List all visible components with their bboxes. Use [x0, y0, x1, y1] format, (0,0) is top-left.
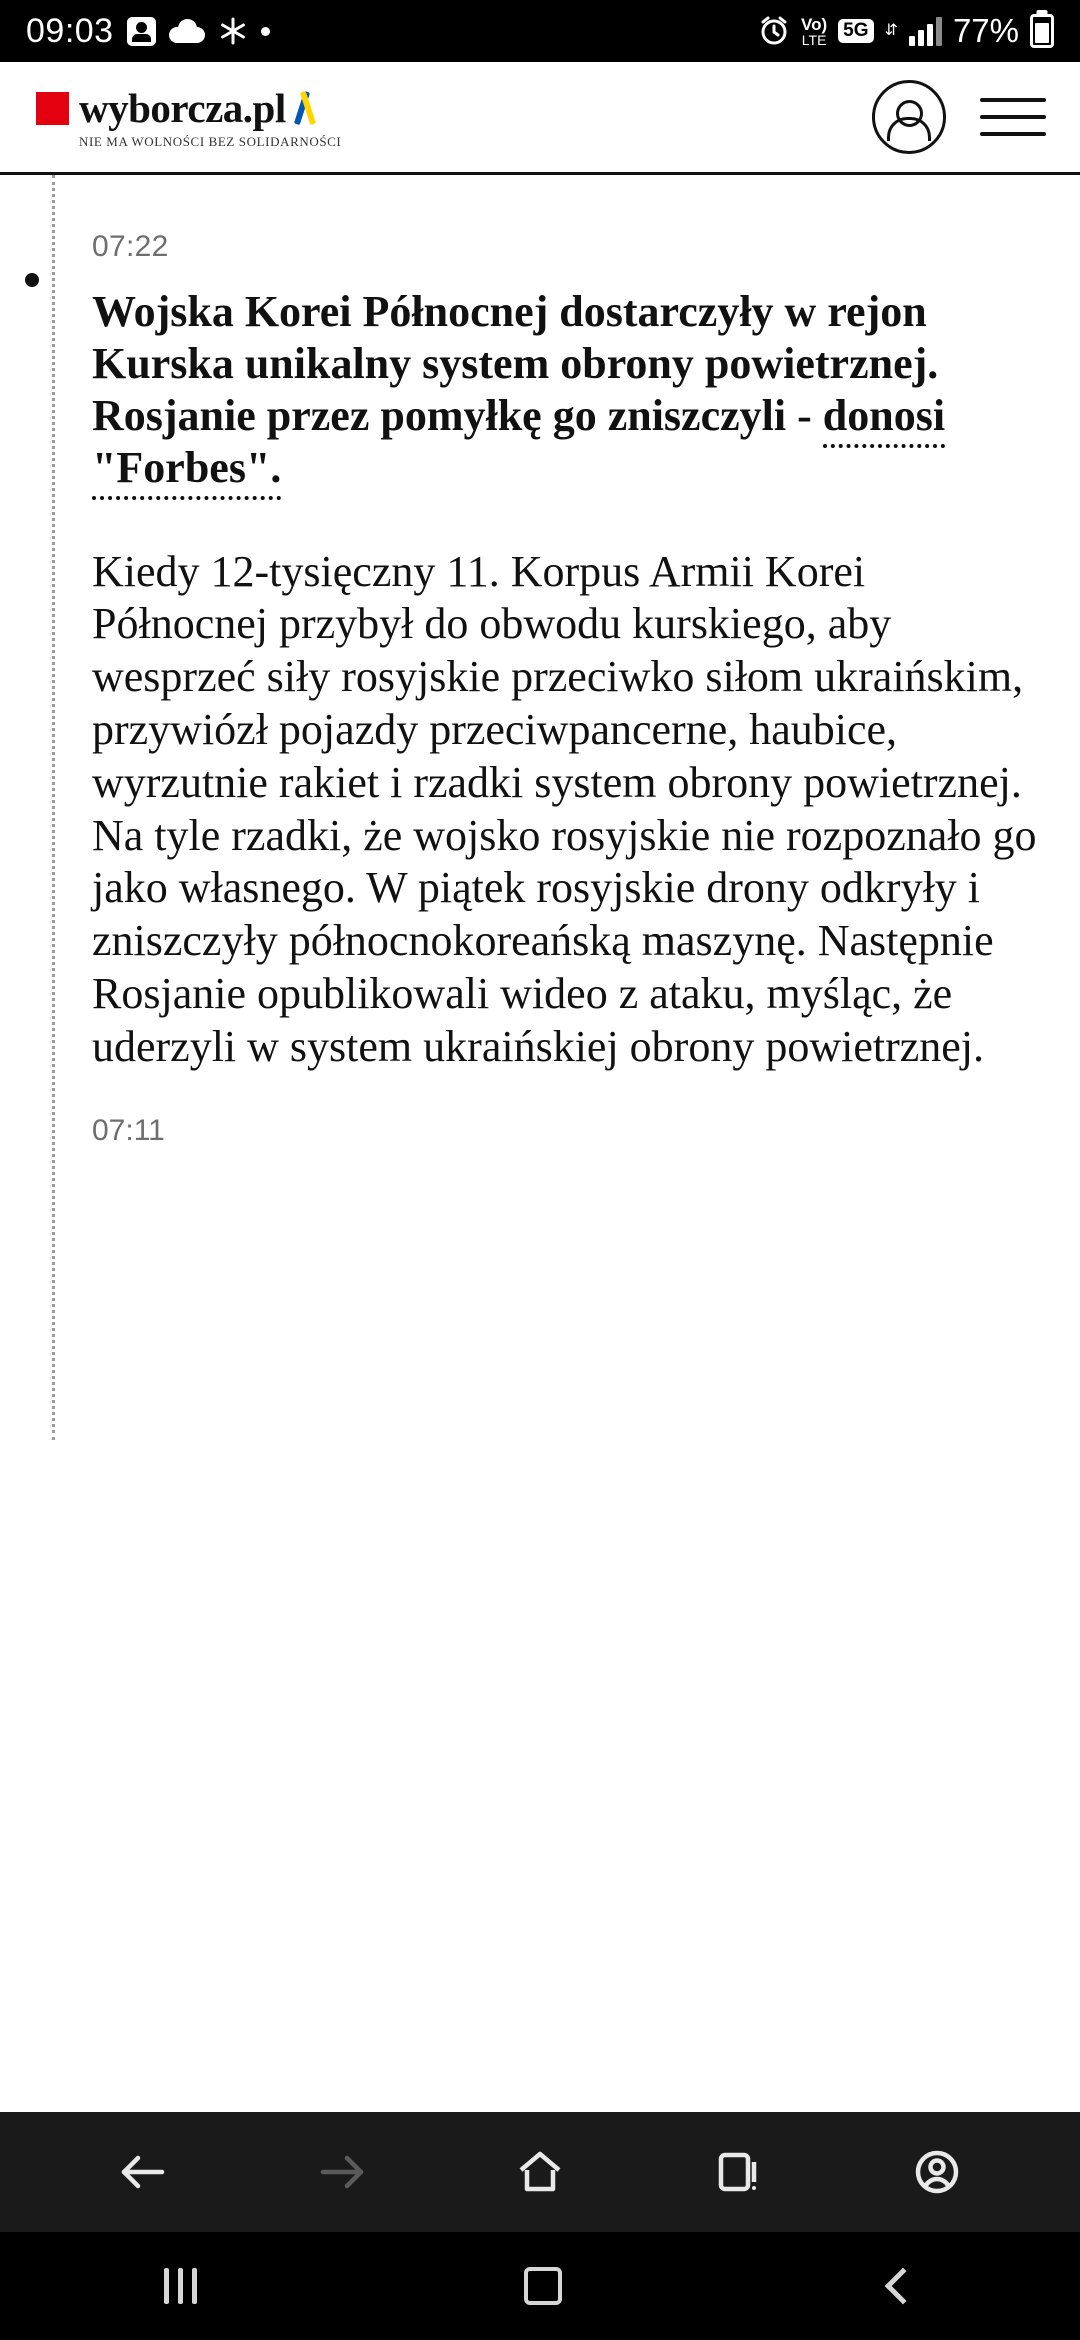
- header-actions: [872, 80, 1046, 154]
- status-clock: 09:03: [26, 11, 114, 50]
- next-entry-timestamp: 07:11: [92, 1113, 165, 1147]
- snowflake-icon: [218, 16, 248, 46]
- dot-icon: [261, 27, 270, 36]
- data-transfer-icon: ⇵: [884, 22, 898, 39]
- browser-toolbar: [0, 2112, 1080, 2232]
- timeline-entry: [0, 175, 1080, 1074]
- home-icon[interactable]: [509, 2141, 571, 2203]
- entry-paragraph: Kiedy 12-tysięczny 11. Korpus Armii Korei Północnej przybył do obwodu kurskiego, aby wesprzeć siły rosyjskie przeciwko siłom ukraińskim, przywiózł pojazdy przeciwpancerne, haubice, wyrzutnie rakiet i rzadki system obrony powietrznej. Na tyle rzadki, że wojsko rosyjskie nie rozpoznało go jako własnego. W piątek rosyjskie drony odkryły i zniszczyły północnokoreańską maszynę. Następnie Rosjanie opublikowali wideo z ataku, myśląc, że uderzyli w system ukraińskiej obrony powietrznej.: [92, 546, 1037, 1071]
- cloud-icon: [169, 19, 205, 43]
- alarm-icon: [758, 15, 790, 47]
- arrow-right-icon: [311, 2141, 373, 2203]
- battery-icon: [1030, 14, 1054, 48]
- site-logo[interactable]: [36, 84, 341, 150]
- android-nav-bar: [0, 2232, 1080, 2340]
- entry-timestamp: 07:22: [92, 230, 169, 263]
- brand-tagline: NIE MA WOLNOŚCI BEZ SOLIDARNOŚCI: [79, 134, 342, 149]
- entry-bullet-icon: [25, 273, 39, 287]
- tabs-icon[interactable]: [707, 2141, 769, 2203]
- volte-icon: Vo) LTE: [801, 14, 828, 48]
- hamburger-menu-icon[interactable]: [980, 98, 1046, 136]
- lead-link-donosi[interactable]: donosi: [823, 391, 945, 448]
- signal-icon: [909, 16, 942, 46]
- logo-mark: [36, 92, 69, 125]
- lead-text-part1: Wojska Korei Północnej dostarczyły w rejon Kurska unikalny system obrony powietrznej. Rosjanie przez pomyłkę go zniszczyli -: [92, 287, 939, 440]
- brand-name: wyborcza.pl: [79, 85, 286, 131]
- status-bar-left: [26, 12, 270, 51]
- contact-card-icon: [127, 17, 156, 46]
- entry-lead: [92, 286, 1046, 494]
- ukraine-ribbon-icon: [296, 91, 314, 125]
- arrow-left-icon[interactable]: [112, 2141, 174, 2203]
- 5g-icon: 5G: [838, 19, 873, 43]
- user-avatar-icon[interactable]: [872, 80, 946, 154]
- home-square-icon[interactable]: [524, 2267, 562, 2305]
- site-header: [0, 62, 1080, 175]
- android-status-bar: [0, 0, 1080, 62]
- status-bar-right: [758, 12, 1054, 50]
- article-content: [0, 175, 1080, 1440]
- lead-link-forbes[interactable]: "Forbes".: [92, 443, 281, 500]
- profile-icon[interactable]: [906, 2141, 968, 2203]
- back-chevron-icon[interactable]: [890, 2273, 916, 2299]
- battery-percent: 77%: [952, 12, 1019, 49]
- recents-icon[interactable]: [164, 2268, 197, 2304]
